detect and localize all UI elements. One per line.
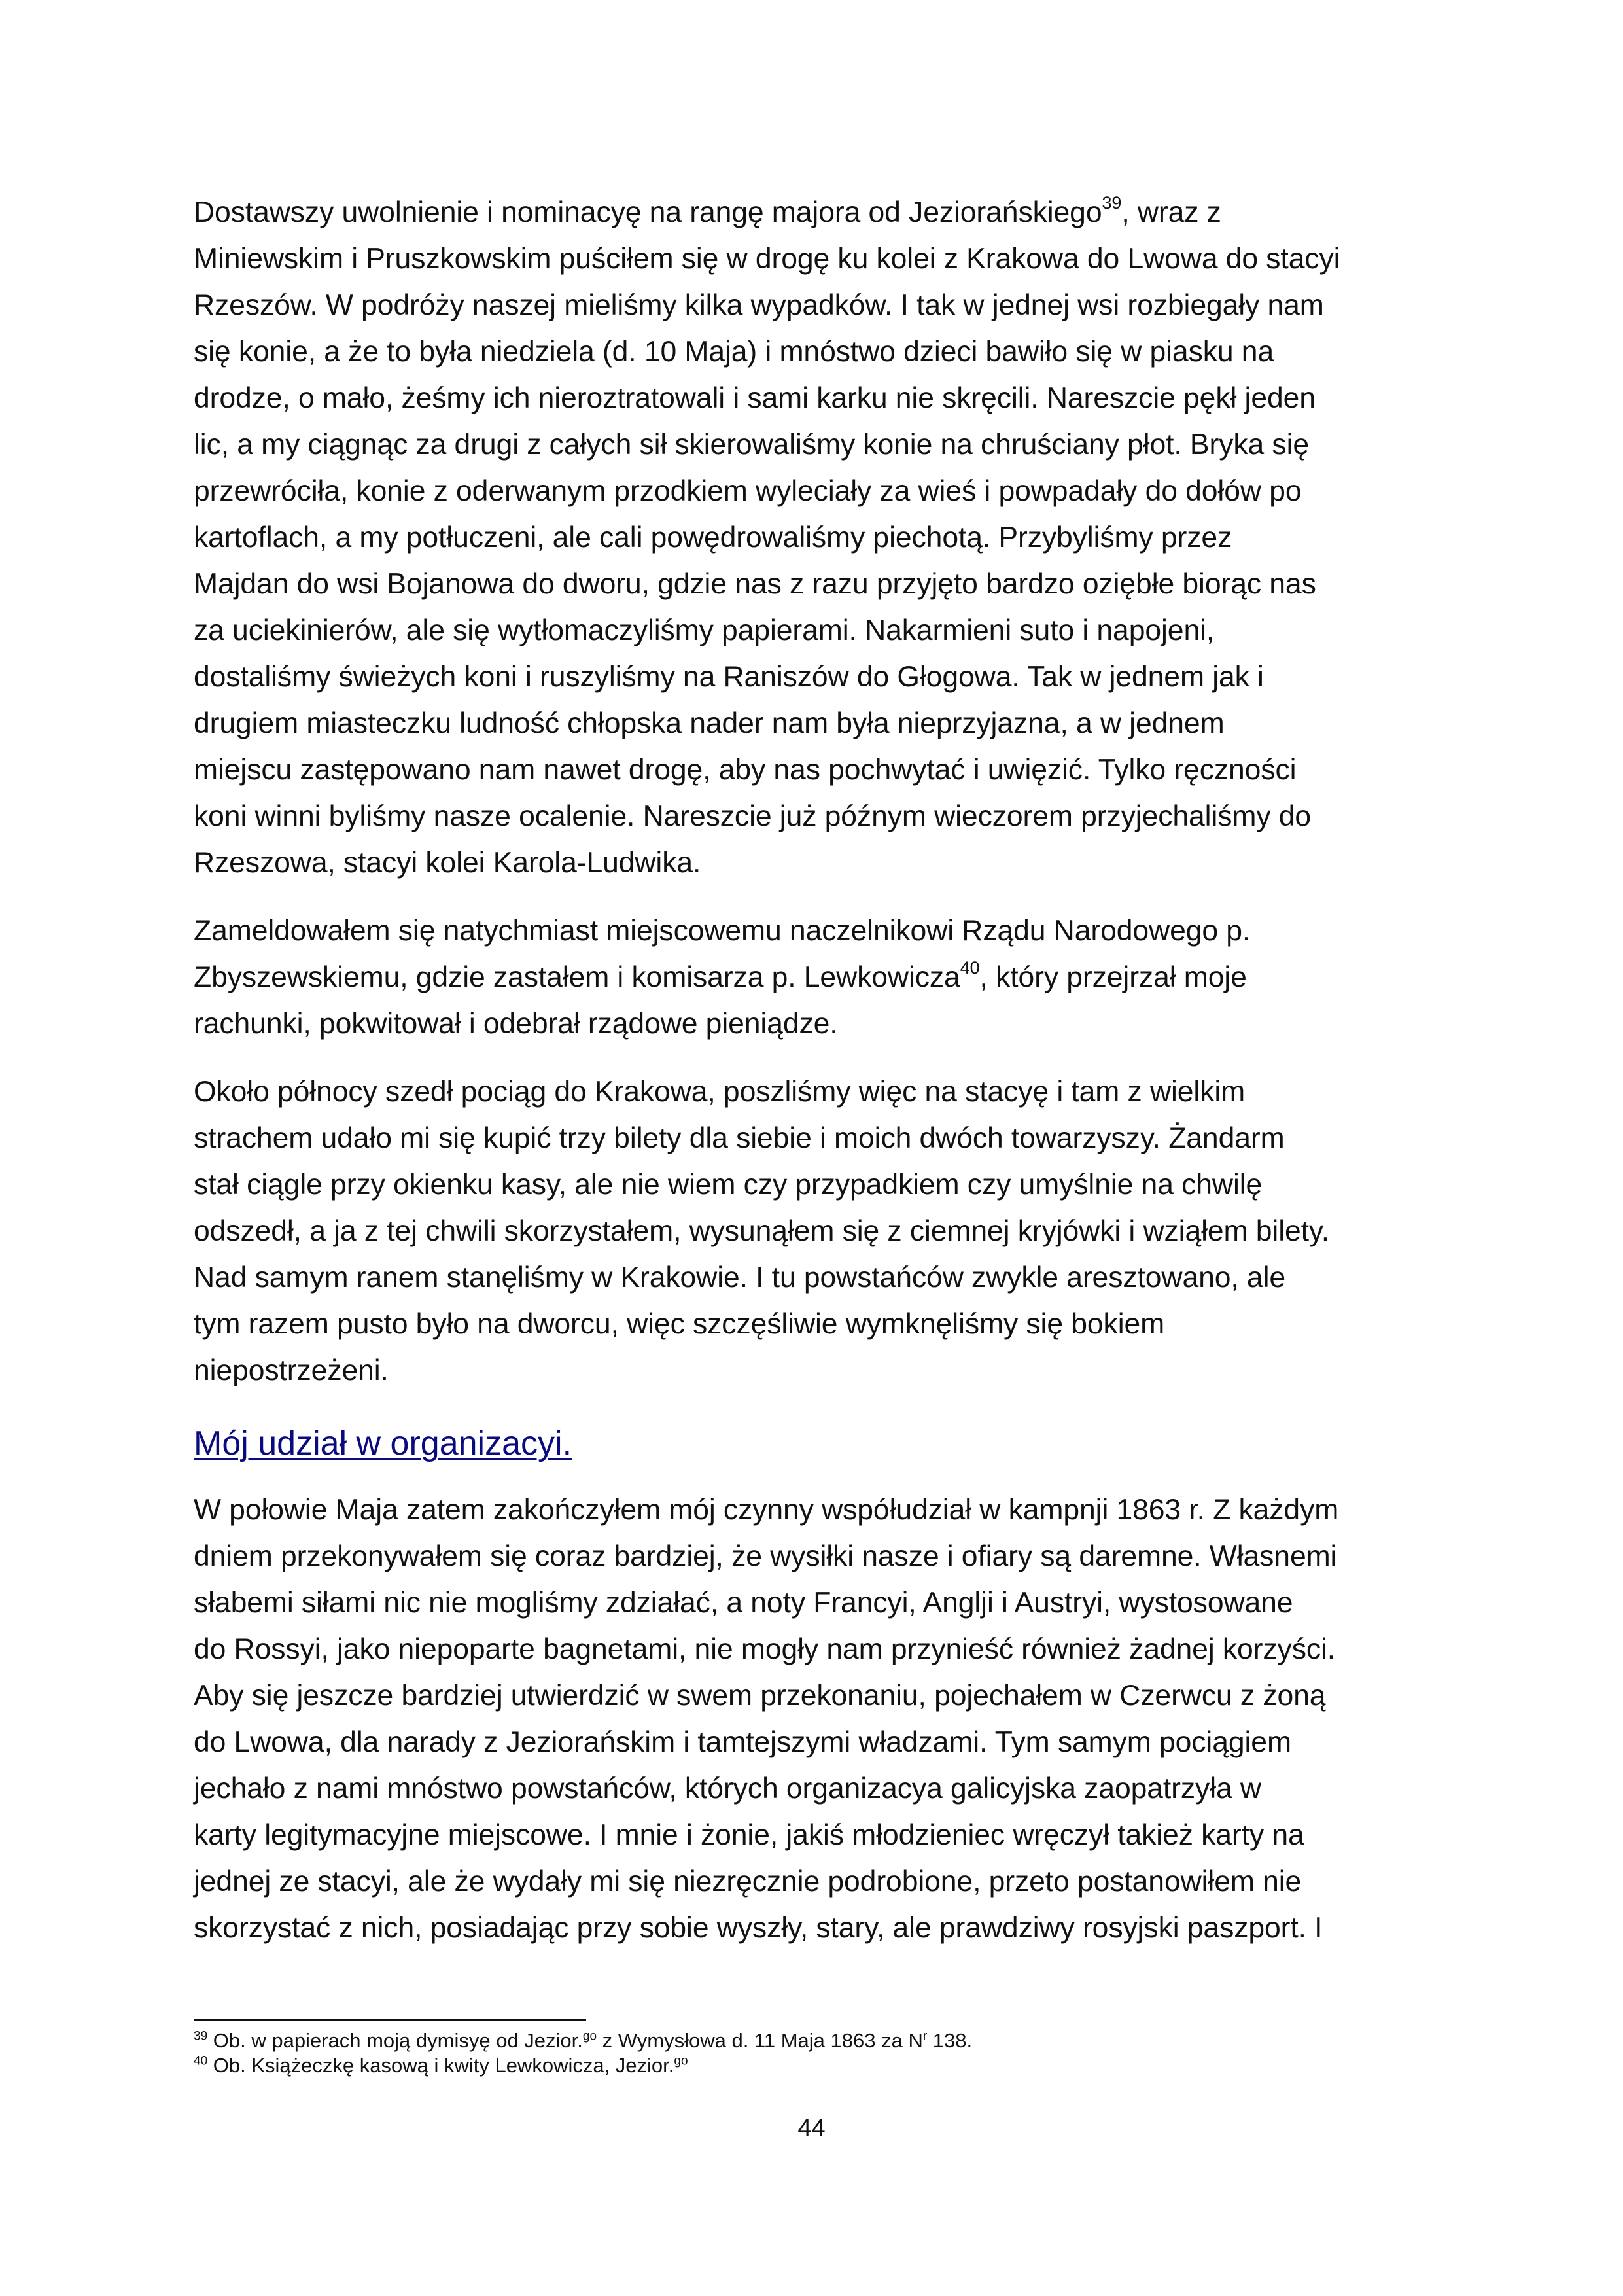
text-line: Zameldowałem się natychmiast miejscowemu naczelnikowi Rządu Narodowego p. xyxy=(194,915,1251,947)
text-line: Rzeszów. W podróży naszej mieliśmy kilka wypadków. I tak w jednej wsi rozbiegały nam xyxy=(194,289,1324,321)
text-line: Majdan do wsi Bojanowa do dworu, gdzie nas z razu przyjęto bardzo oziębłe biorąc nas xyxy=(194,568,1316,600)
text-line: jednej ze stacyi, ale że wydały mi się niezręcznie podrobione, przeto postanowiłem nie xyxy=(194,1865,1302,1898)
text-line: drodze, o mało, żeśmy ich nieroztratowali i sami karku nie skręcili. Nareszcie pękł jeden xyxy=(194,382,1316,414)
page-number: 44 xyxy=(797,2115,826,2142)
text-line: odszedł, a ja z tej chwili skorzystałem, wysunąłem się z ciemnej kryjówki i wziąłem bilety. xyxy=(194,1215,1330,1247)
text-line: skorzystać z nich, posiadając przy sobie wyszły, stary, ale prawdziwy rosyjski paszport. I xyxy=(194,1912,1323,1944)
text-line xyxy=(194,189,1437,236)
footnote-number: 39 xyxy=(194,2029,208,2043)
footnote-40 xyxy=(194,2053,1437,2078)
line-text: Dostawszy uwolnienie i nominacyę na rangę majora od Jeziorańskiego xyxy=(194,196,1102,228)
text-line: kartoflach, a my potłuczeni, ale cali powędrowaliśmy piechotą. Przybyliśmy przez xyxy=(194,521,1232,554)
footnote-39 xyxy=(194,2028,1437,2053)
paragraph-4 xyxy=(194,1487,1437,1951)
section-heading[interactable]: Mój udział w organizacyi. xyxy=(194,1424,572,1462)
text-line: Rzeszowa, stacyi kolei Karola-Ludwika. xyxy=(194,847,701,879)
paragraph-1 xyxy=(194,189,1437,886)
text-line: miejscu zastępowano nam nawet drogę, aby nas pochwytać i uwięzić. Tylko ręczności xyxy=(194,754,1297,786)
text-line xyxy=(194,954,1437,1000)
superscript-abbrev: go xyxy=(674,2054,688,2068)
footnote-text: Ob. Książeczkę kasową i kwity Lewkowicza, Jezior. xyxy=(207,2054,674,2077)
footnote-text: z Wymysłowa d. 11 Maja 1863 za N xyxy=(597,2029,923,2052)
text-line: Aby się jeszcze bardziej utwierdzić w swem przekonaniu, pojechałem w Czerwcu z żoną xyxy=(194,1680,1326,1712)
body-text xyxy=(194,189,1437,1973)
text-line: rachunki, pokwitował i odebrał rządowe pieniądze. xyxy=(194,1008,838,1040)
text-line: dostaliśmy świeżych koni i ruszyliśmy na Raniszów do Głogowa. Tak w jednem jak i xyxy=(194,661,1264,693)
text-line: do Lwowa, dla narady z Jeziorańskim i tamtejszymi władzami. Tym samym pociągiem xyxy=(194,1726,1291,1758)
text-line: Miniewskim i Pruszkowskim puściłem się w drogę ku kolei z Krakowa do Lwowa do stacyi xyxy=(194,243,1340,275)
footnote-ref-39[interactable]: 39 xyxy=(1102,193,1122,213)
text-line: przewróciła, konie z oderwanym przodkiem wyleciały za wieś i powpadały do dołów po xyxy=(194,475,1302,507)
text-line: się konie, a że to była niedziela (d. 10 Maja) i mnóstwo dzieci bawiło się w piasku na xyxy=(194,336,1274,368)
superscript-abbrev: go xyxy=(582,2029,597,2043)
line-text: Zbyszewskiemu, gdzie zastałem i komisarza p. Lewkowicza xyxy=(194,961,960,993)
footnote-ref-40[interactable]: 40 xyxy=(960,958,980,978)
text-line: słabemi siłami nic nie mogliśmy zdziałać, a noty Francyi, Anglji i Austryi, wystosowane xyxy=(194,1587,1293,1619)
footnote-separator xyxy=(194,2019,586,2021)
text-line: tym razem pusto było na dworcu, więc szczęśliwie wymknęliśmy się bokiem xyxy=(194,1308,1165,1340)
text-line: dniem przekonywałem się coraz bardziej, że wysiłki nasze i ofiary są daremne. Własnemi xyxy=(194,1540,1337,1572)
text-line: Nad samym ranem stanęliśmy w Krakowie. I tu powstańców zwykle aresztowano, ale xyxy=(194,1262,1286,1294)
text-line: niepostrzeżeni. xyxy=(194,1354,389,1386)
text-line: karty legitymacyjne miejscowe. I mnie i żonie, jakiś młodzieniec wręczył takież karty na xyxy=(194,1819,1304,1851)
footnote-text: 138. xyxy=(927,2029,973,2052)
text-line: do Rossyi, jako niepoparte bagnetami, nie mogły nam przynieść również żadnej korzyści. xyxy=(194,1633,1336,1665)
footnote-text: Ob. w papierach moją dymisyę od Jezior. xyxy=(207,2029,583,2052)
text-line: koni winni byliśmy nasze ocalenie. Nareszcie już późnym wieczorem przyjechaliśmy do xyxy=(194,800,1312,832)
text-line: stał ciągle przy okienku kasy, ale nie wiem czy przypadkiem czy umyślnie na chwilę xyxy=(194,1169,1263,1201)
footnote-number: 40 xyxy=(194,2054,208,2068)
footnotes xyxy=(194,2028,1437,2078)
line-text: , wraz z xyxy=(1121,196,1221,228)
text-line: lic, a my ciągnąc za drugi z całych sił skierowaliśmy konie na chruściany płot. Bryka się xyxy=(194,429,1310,461)
paragraph-3 xyxy=(194,1069,1437,1394)
text-line: strachem udało mi się kupić trzy bilety dla siebie i moich dwóch towarzyszy. Żandarm xyxy=(194,1122,1285,1154)
text-line: jechało z nami mnóstwo powstańców, których organizacya galicyjska zaopatrzyła w xyxy=(194,1773,1261,1805)
text-line: W połowie Maja zatem zakończyłem mój czynny współudział w kampnji 1863 r. Z każdym xyxy=(194,1494,1339,1526)
line-text: , który przejrzał moje xyxy=(979,961,1247,993)
superscript-abbrev: r xyxy=(922,2029,928,2043)
text-line: za uciekinierów, ale się wytłomaczyliśmy papierami. Nakarmieni suto i napojeni, xyxy=(194,614,1215,646)
paragraph-2 xyxy=(194,908,1437,1047)
text-line: Około północy szedł pociąg do Krakowa, poszliśmy więc na stacyę i tam z wielkim xyxy=(194,1076,1246,1108)
text-line: drugiem miasteczku ludność chłopska nader nam była nieprzyjazna, a w jednem xyxy=(194,707,1225,739)
